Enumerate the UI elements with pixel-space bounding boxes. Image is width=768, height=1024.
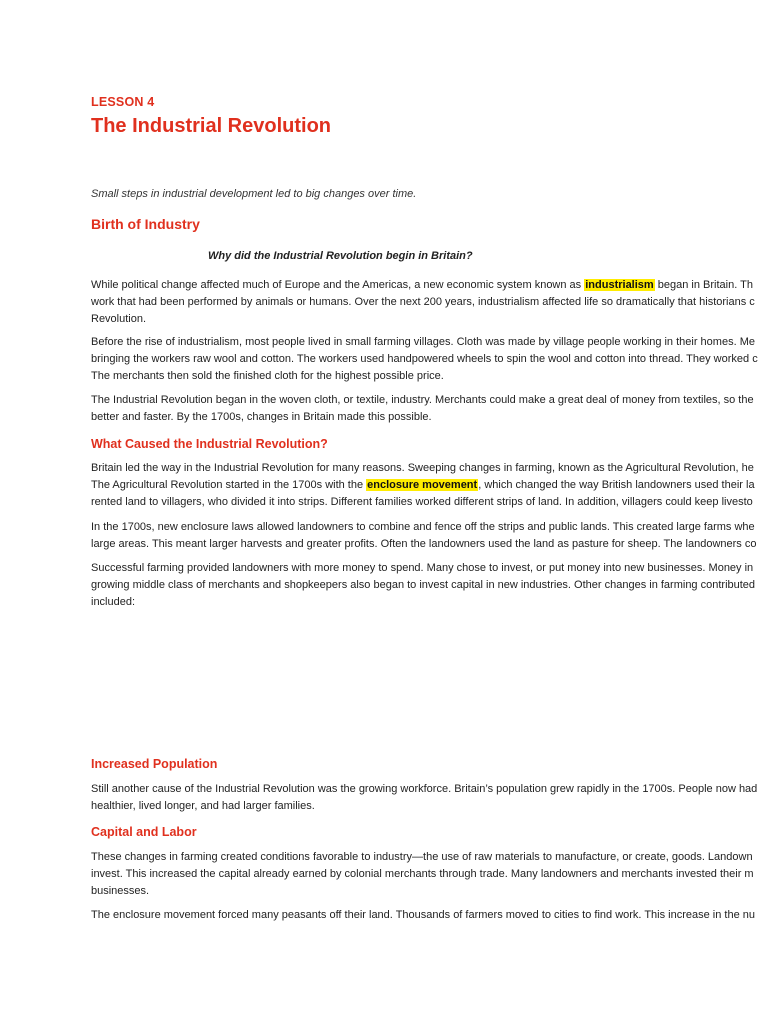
text-line: The enclosure movement forced many peasants off their land. Thousands of farmers moved to cities to find work. This increase in the nu [91, 909, 756, 921]
text-span: The Agricultural Revolution started in the 1700s with the [91, 479, 367, 491]
paragraph [91, 781, 768, 815]
text-span: While political change affected much of Europe and the Americas, a new economic system known as [91, 279, 585, 291]
text-line: healthier, lived longer, and had larger families. [91, 800, 315, 812]
text-line: businesses. [91, 885, 150, 897]
text-span: began in Britain. Th [654, 279, 753, 291]
text-line [91, 277, 768, 294]
intro-text: Small steps in industrial development led to big changes over time. [91, 188, 417, 200]
paragraph [91, 392, 768, 426]
text-line: Still another cause of the Industrial Revolution was the growing workforce. Britain’s population grew rapidly in the 1700s. People now had [91, 783, 758, 795]
paragraph [91, 334, 768, 385]
text-line: better and faster. By the 1700s, changes in Britain made this possible. [91, 411, 432, 423]
text-line: Before the rise of industrialism, most people lived in small farming villages. Cloth was made by village people working in their homes. Me [91, 336, 755, 348]
text-line: bringing the workers raw wool and cotton. The workers used handpowered wheels to spin the wool and cotton into thread. They worked c [91, 353, 758, 365]
section-heading-causes: What Caused the Industrial Revolution? [91, 437, 328, 451]
text-line: invest. This increased the capital already earned by colonial merchants through trade. Many landowners and merchants invested their m [91, 868, 754, 880]
text-line: In the 1700s, new enclosure laws allowed landowners to combine and fence off the strips and public lands. This created large farms whe [91, 521, 755, 533]
section-heading-capital-and-labor: Capital and Labor [91, 825, 197, 839]
text-line: included: [91, 596, 136, 608]
text-line: Britain led the way in the Industrial Revolution for many reasons. Sweeping changes in farming, known as the Agricultural Revolution, he [91, 462, 754, 474]
section-heading-increased-population: Increased Population [91, 757, 218, 771]
paragraph [91, 519, 768, 553]
paragraph [91, 460, 768, 511]
paragraph [91, 907, 768, 924]
text-line: rented land to villagers, who divided it into strips. Different families worked different strips of land. In addition, villagers could keep livesto [91, 496, 753, 508]
highlighted-term: industrialism [585, 279, 654, 291]
text-line: The Industrial Revolution began in the woven cloth, or textile, industry. Merchants could make a great deal of money from textiles, so the [91, 394, 754, 406]
text-line: Revolution. [91, 313, 147, 325]
text-line: Successful farming provided landowners with more money to spend. Many chose to invest, or put money into new businesses. Money in [91, 562, 754, 574]
document-page [91, 0, 768, 1024]
text-line: growing middle class of merchants and shopkeepers also began to invest capital in new industries. Other changes in farming contributed [91, 579, 756, 591]
page-title: The Industrial Revolution [91, 115, 332, 137]
text-line: large areas. This meant larger harvests and greater profits. Often the landowners used the land as pasture for sheep. The landowners co [91, 538, 757, 550]
paragraph [91, 849, 768, 900]
highlighted-term: enclosure movement [367, 479, 478, 491]
text-span: , which changed the way British landowners used their la [478, 479, 755, 491]
text-line: work that had been performed by animals or humans. Over the next 200 years, industrialism affected life so dramatically that historians c [91, 296, 755, 308]
lesson-label: LESSON 4 [91, 95, 155, 109]
text-line: These changes in farming created conditions favorable to industry—the use of raw materials to manufacture, or create, goods. Landown [91, 851, 753, 863]
paragraph [91, 560, 768, 611]
guiding-question: Why did the Industrial Revolution begin in Britain? [208, 250, 473, 262]
text-line [91, 477, 768, 494]
section-heading-birth-of-industry: Birth of Industry [91, 216, 200, 232]
paragraph [91, 277, 768, 328]
text-line: The merchants then sold the finished cloth for the highest possible price. [91, 370, 444, 382]
